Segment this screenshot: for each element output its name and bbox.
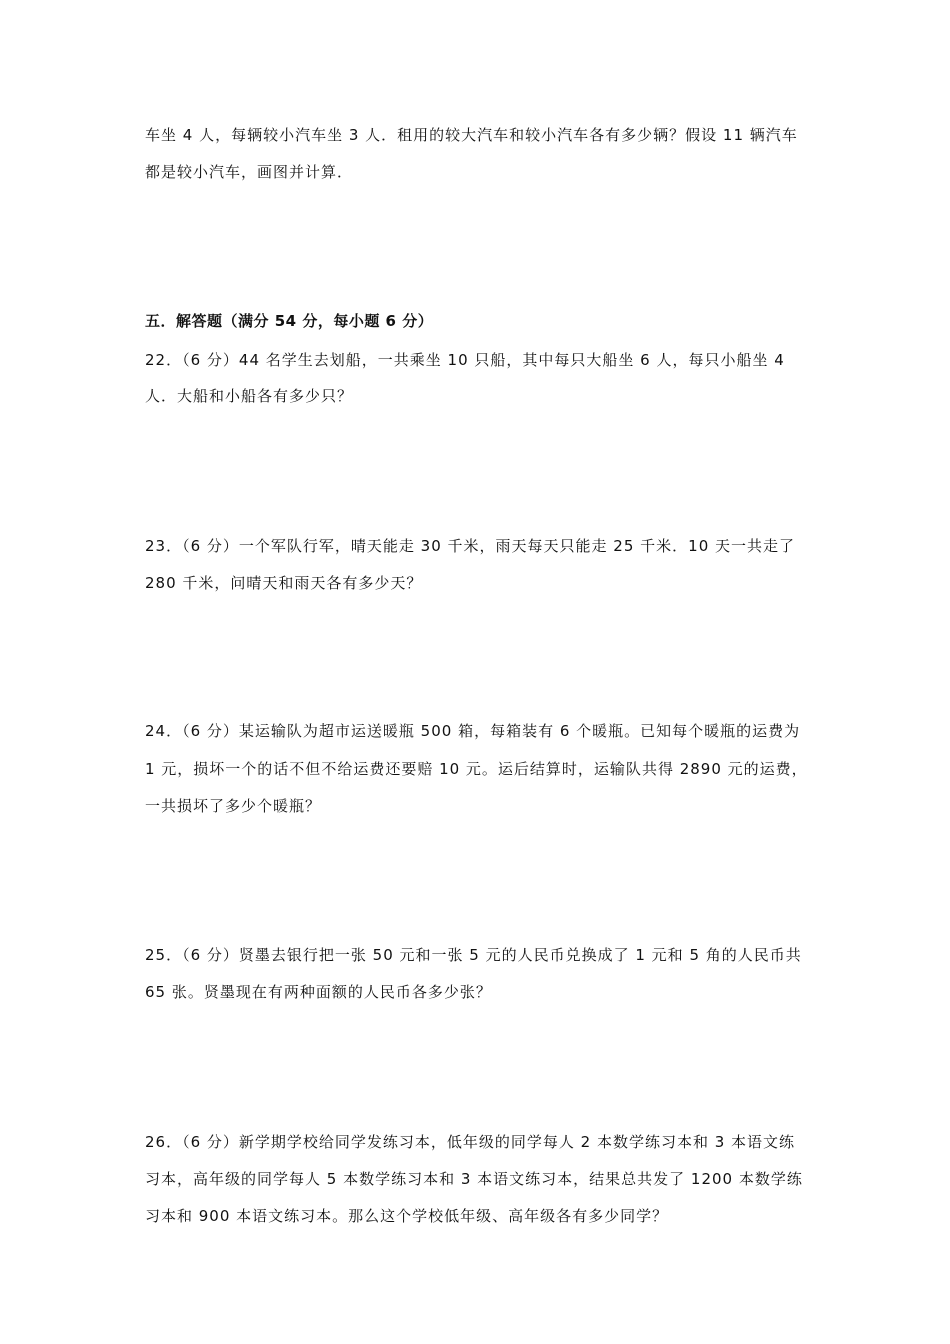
question-23-line-2: 280 千米，问晴天和雨天各有多少天？ (145, 574, 423, 592)
question-26-line-1: 26．（6 分）新学期学校给同学发练习本，低年级的同学每人 2 本数学练习本和 3 本语文练 (145, 1133, 796, 1151)
question-23-line-1: 23．（6 分）一个军队行军，晴天能走 30 千米，雨天每天只能走 25 千米．10 天一共走了 (145, 537, 796, 555)
question-22-line-2: 人．大船和小船各有多少只？ (145, 387, 354, 405)
intro-line-2: 都是较小汽车，画图并计算． (145, 163, 354, 181)
question-24-line-1: 24．（6 分）某运输队为超市运送暖瓶 500 箱，每箱装有 6 个暖瓶。已知每个暖瓶的运费为 (145, 722, 801, 740)
intro-line-1: 车坐 4 人，每辆较小汽车坐 3 人．租用的较大汽车和较小汽车各有多少辆？假设 11 辆汽车 (145, 126, 798, 144)
question-25-line-1: 25．（6 分）贤墨去银行把一张 50 元和一张 5 元的人民币兑换成了 1 元和 5 角的人民币共 (145, 946, 802, 964)
section-heading: 五．解答题（满分 54 分，每小题 6 分） (145, 312, 434, 330)
question-24-line-2: 1 元，损坏一个的话不但不给运费还要赔 10 元。运后结算时，运输队共得 2890 元的运费， (145, 760, 808, 778)
question-25-line-2: 65 张。贤墨现在有两种面额的人民币各多少张？ (145, 983, 492, 1001)
question-22-line-1: 22．（6 分）44 名学生去划船，一共乘坐 10 只船，其中每只大船坐 6 人，每只小船坐 4 (145, 351, 785, 369)
question-26-line-3: 习本和 900 本语文练习本。那么这个学校低年级、高年级各有多少同学？ (145, 1207, 669, 1225)
question-26-line-2: 习本，高年级的同学每人 5 本数学练习本和 3 本语文练习本，结果总共发了 1200 本数学练 (145, 1170, 803, 1188)
question-24-line-3: 一共损坏了多少个暖瓶？ (145, 797, 322, 815)
